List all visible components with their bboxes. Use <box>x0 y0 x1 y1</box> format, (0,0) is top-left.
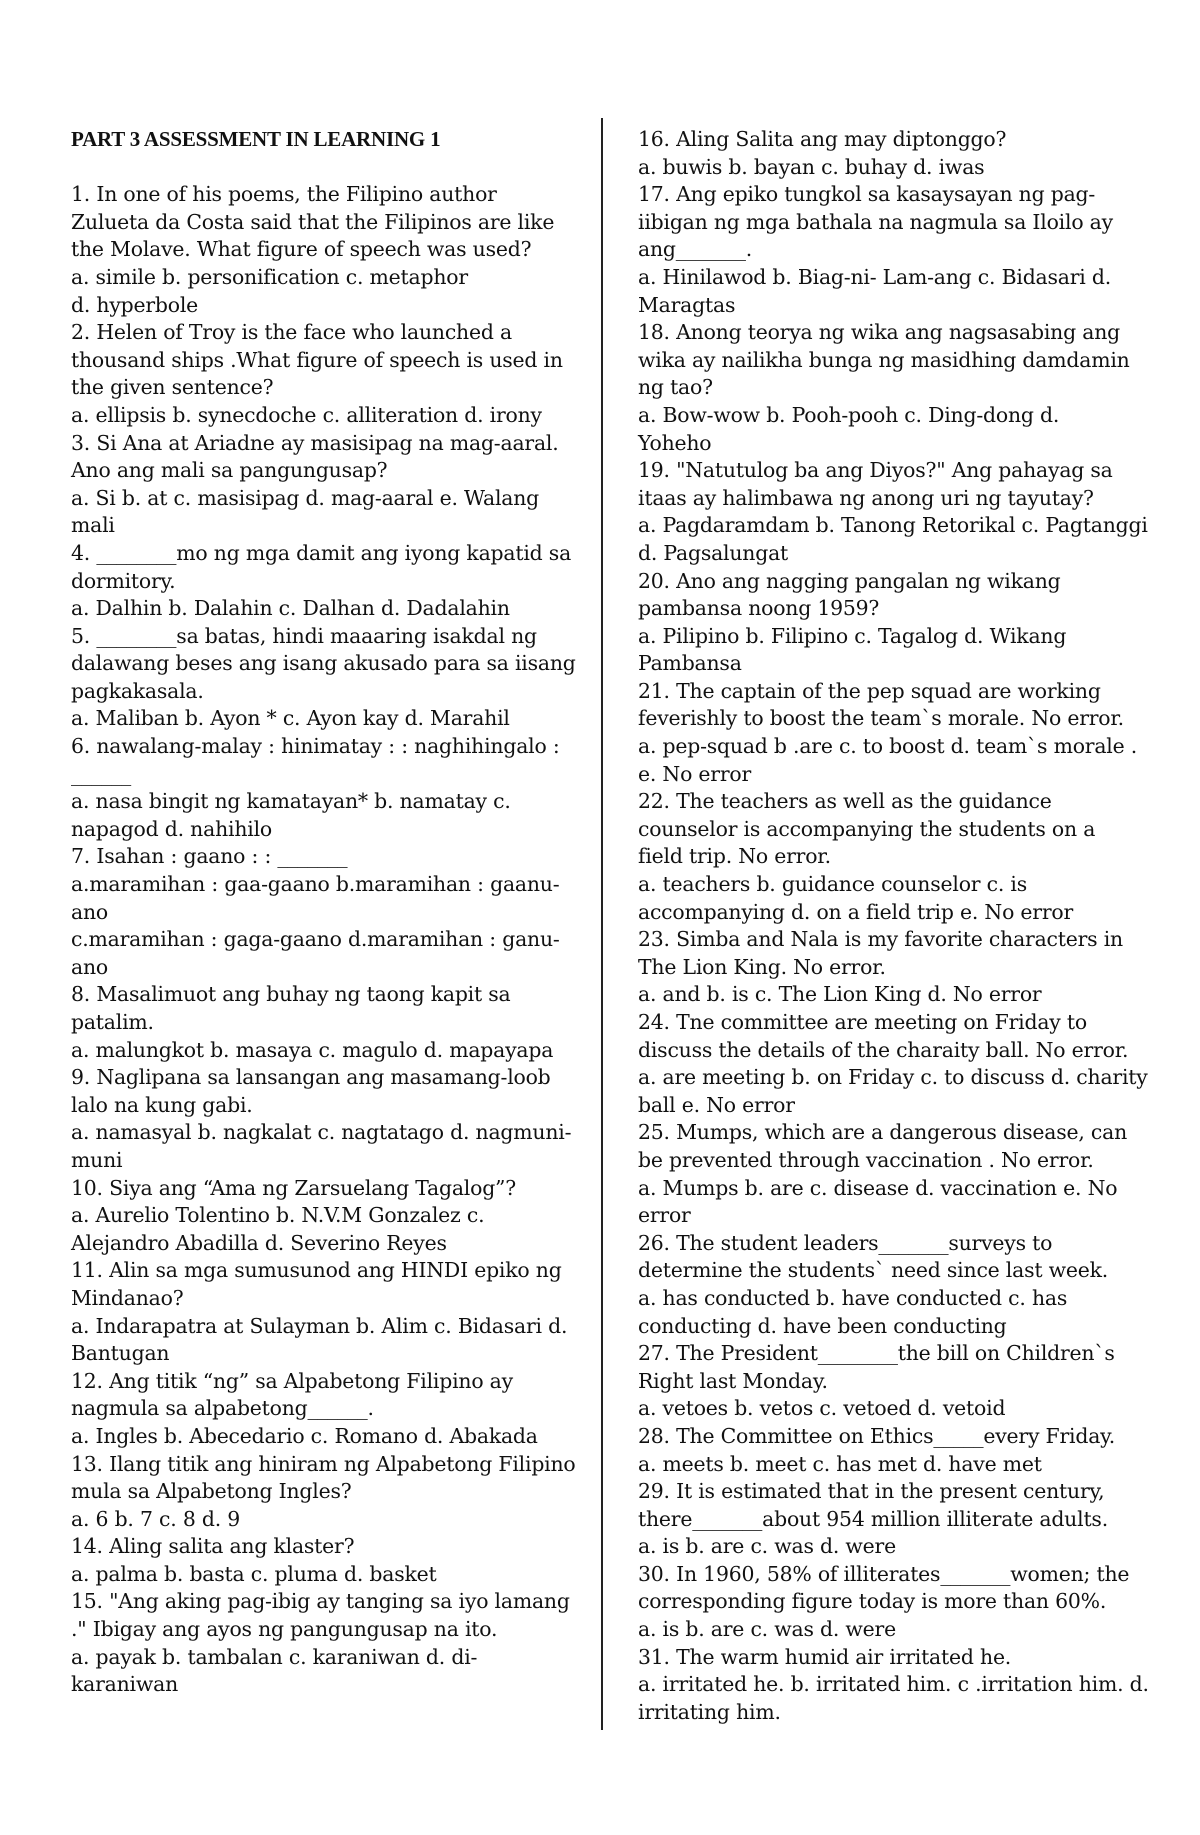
text-line: 9. Naglipana sa lansangan ang masamang-loob <box>71 1065 551 1090</box>
text-line: 7. Isahan : gaano : : _______ <box>71 844 348 869</box>
left-column <box>71 126 576 1699</box>
text-line: thousand ships .What figure of speech is used in <box>71 347 563 372</box>
text-line: d. Pagsalungat <box>638 540 789 565</box>
text-line: a. Ingles b. Abecedario c. Romano d. Abakada <box>71 1423 538 1448</box>
text-line: error <box>638 1203 691 1228</box>
page-title: PART 3 ASSESSMENT IN LEARNING 1 <box>71 127 441 151</box>
text-line: 21. The captain of the pep squad are working <box>638 678 1101 703</box>
text-line: 11. Alin sa mga sumusunod ang HINDI epiko ng <box>71 1258 562 1283</box>
text-line: a. Dalhin b. Dalahin c. Dalhan d. Dadalahin <box>71 596 510 621</box>
right-column <box>638 126 1149 1726</box>
text-line: Zulueta da Costa said that the Filipinos are like <box>71 209 555 234</box>
text-line: 22. The teachers as well as the guidance <box>638 789 1052 814</box>
text-line: 18. Anong teorya ng wika ang nagsasabing ang <box>638 320 1120 345</box>
text-line: a. Indarapatra at Sulayman b. Alim c. Bidasari d. <box>71 1313 568 1338</box>
text-line: 25. Mumps, which are a dangerous disease, can <box>638 1120 1127 1145</box>
text-line: 15. "Ang aking pag-ibig ay tanging sa iyo lamang <box>71 1589 570 1614</box>
text-line: 16. Aling Salita ang may diptonggo? <box>638 127 1007 151</box>
text-line: muni <box>71 1147 123 1172</box>
text-line: a. simile b. personification c. metaphor <box>71 264 468 289</box>
text-line: Ano ang mali sa pangungusap? <box>71 458 388 483</box>
text-line: the given sentence? <box>71 375 274 400</box>
text-line: 20. Ano ang nagging pangalan ng wikang <box>638 568 1061 593</box>
text-line: a. buwis b. bayan c. buhay d. iwas <box>638 154 985 179</box>
text-line: Right last Monday. <box>638 1368 828 1393</box>
text-line: ball e. No error <box>638 1092 795 1117</box>
text-line: nagmula sa alpabetong______. <box>71 1396 374 1421</box>
text-line: d. hyperbole <box>71 292 199 317</box>
text-line: a. nasa bingit ng kamatayan* b. namatay c. <box>71 789 511 814</box>
text-line: Yoheho <box>638 430 712 455</box>
text-line: a. vetoes b. vetos c. vetoed d. vetoid <box>638 1396 1006 1421</box>
text-line: 28. The Committee on Ethics_____every Friday. <box>638 1423 1116 1448</box>
text-line: wika ay nailikha bunga ng masidhing damdamin <box>638 347 1130 372</box>
text-line: 27. The President________the bill on Children`s <box>638 1341 1115 1366</box>
text-line: irritating him. <box>638 1699 781 1724</box>
text-line: karaniwan <box>71 1672 179 1697</box>
text-line: 19. "Natutulog ba ang Diyos?" Ang pahayag sa <box>638 458 1113 483</box>
text-line: 1. In one of his poems, the Filipino author <box>71 182 497 207</box>
text-line: field trip. No error. <box>638 844 831 869</box>
text-line: a. Maliban b. Ayon * c. Ayon kay d. Marahil <box>71 706 510 731</box>
text-line: lalo na kung gabi. <box>71 1092 253 1117</box>
text-line: napagod d. nahihilo <box>71 816 272 841</box>
text-line: the Molave. What figure of speech was used? <box>71 237 532 262</box>
text-line: iibigan ng mga bathala na nagmula sa Iloilo ay <box>638 209 1113 234</box>
text-line: 5. ________sa batas, hindi maaaring isakdal ng <box>71 623 537 648</box>
text-line: a. pep-squad b .are c. to boost d. team`s morale . <box>638 734 1138 759</box>
text-line: The Lion King. No error. <box>638 954 886 979</box>
text-line: discuss the details of the charaity ball. No error. <box>638 1037 1129 1062</box>
text-line: ng tao? <box>638 375 713 400</box>
text-line: a. malungkot b. masaya c. magulo d. mapayapa <box>71 1037 554 1062</box>
text-line: ang_______. <box>638 237 752 262</box>
text-line: mali <box>71 513 115 538</box>
text-line: pambansa noong 1959? <box>638 596 880 621</box>
text-line: 23. Simba and Nala is my favorite characters in <box>638 927 1123 952</box>
text-line: a. and b. is c. The Lion King d. No error <box>638 982 1042 1007</box>
text-line: a. palma b. basta c. pluma d. basket <box>71 1561 437 1586</box>
text-line: 13. Ilang titik ang hiniram ng Alpabetong Filipino <box>71 1451 576 1476</box>
text-line: a. is b. are c. was d. were <box>638 1617 896 1642</box>
text-line: 24. Tne committee are meeting on Friday to <box>638 1010 1087 1034</box>
text-line: ano <box>71 899 108 924</box>
text-line: ." Ibigay ang ayos ng pangungusap na ito. <box>71 1617 498 1642</box>
text-line: e. No error <box>638 761 752 786</box>
text-line: a. Hinilawod b. Biag-ni- Lam-ang c. Bidasari d. <box>638 264 1112 289</box>
text-line: patalim. <box>71 1010 154 1034</box>
text-line: a. 6 b. 7 c. 8 d. 9 <box>71 1506 241 1531</box>
text-line: Alejandro Abadilla d. Severino Reyes <box>71 1230 447 1255</box>
text-line: 3. Si Ana at Ariadne ay masisipag na mag-aaral. <box>71 430 559 455</box>
text-line: a. Bow-wow b. Pooh-pooh c. Ding-dong d. <box>638 402 1060 427</box>
text-line: a. irritated he. b. irritated him. c .irritation him. d. <box>638 1672 1149 1697</box>
text-line: itaas ay halimbawa ng anong uri ng tayutay? <box>638 485 1094 510</box>
text-line: a. Pagdaramdam b. Tanong Retorikal c. Pagtanggi <box>638 513 1148 538</box>
text-line: a. namasyal b. nagkalat c. nagtatago d. nagmuni- <box>71 1120 572 1145</box>
text-line: mula sa Alpabetong Ingles? <box>71 1479 352 1504</box>
text-line: feverishly to boost the team`s morale. No error. <box>638 706 1124 731</box>
text-line: a. meets b. meet c. has met d. have met <box>638 1451 1042 1476</box>
text-line: dalawang beses ang isang akusado para sa iisang <box>71 651 576 676</box>
text-line: a. ellipsis b. synecdoche c. alliteration d. irony <box>71 402 542 427</box>
text-line: dormitory. <box>71 568 176 593</box>
text-line: 6. nawalang-malay : hinimatay : : naghihingalo : <box>71 734 560 759</box>
text-line: 4. ________mo ng mga damit ang iyong kapatid sa <box>71 540 572 565</box>
text-line: 2. Helen of Troy is the face who launched a <box>71 320 512 345</box>
text-line: a. teachers b. guidance counselor c. is <box>638 872 1027 897</box>
left-question-list <box>71 181 576 1699</box>
text-line: 12. Ang titik “ng” sa Alpabetong Filipino ay <box>71 1368 513 1393</box>
text-line: Maragtas <box>638 292 736 317</box>
column-divider <box>601 118 603 1730</box>
text-line: ______ <box>71 761 131 786</box>
text-line: 31. The warm humid air irritated he. <box>638 1644 1012 1669</box>
text-line: pagkakasala. <box>71 678 204 703</box>
text-line: 17. Ang epiko tungkol sa kasaysayan ng pag- <box>638 182 1096 207</box>
text-line: determine the students` need since last week. <box>638 1258 1109 1283</box>
text-line: 30. In 1960, 58% of illiterates_______women; the <box>638 1561 1130 1586</box>
text-line: Mindanao? <box>71 1285 184 1310</box>
text-line: conducting d. have been conducting <box>638 1313 1007 1338</box>
text-line: accompanying d. on a field trip e. No error <box>638 899 1074 924</box>
text-line: be prevented through vaccination . No error. <box>638 1147 1094 1172</box>
text-line: 29. It is estimated that in the present century, <box>638 1479 1105 1504</box>
text-line: counselor is accompanying the students on a <box>638 816 1096 841</box>
text-line: a. Aurelio Tolentino b. N.V.M Gonzalez c. <box>71 1203 485 1228</box>
text-line: Bantugan <box>71 1341 170 1366</box>
text-line: a. payak b. tambalan c. karaniwan d. di- <box>71 1644 478 1669</box>
text-line: a. are meeting b. on Friday c. to discuss d. charity <box>638 1065 1148 1090</box>
text-line: there_______about 954 million illiterate adults. <box>638 1506 1108 1531</box>
text-line: a. Pilipino b. Filipino c. Tagalog d. Wikang <box>638 623 1067 648</box>
text-line: a. Si b. at c. masisipag d. mag-aaral e. Walang <box>71 485 540 510</box>
text-line: a. is b. are c. was d. were <box>638 1534 896 1559</box>
text-line: ano <box>71 954 108 979</box>
text-line: Pambansa <box>638 651 742 676</box>
text-line: a. has conducted b. have conducted c. has <box>638 1285 1068 1310</box>
right-question-list <box>638 126 1149 1726</box>
text-line: a.maramihan : gaa-gaano b.maramihan : gaanu- <box>71 872 560 897</box>
text-line: 10. Siya ang “Ama ng Zarsuelang Tagalog”? <box>71 1175 517 1200</box>
text-line: 14. Aling salita ang klaster? <box>71 1534 355 1559</box>
text-line: c.maramihan : gaga-gaano d.maramihan : ganu- <box>71 927 560 952</box>
text-line: corresponding figure today is more than 60%. <box>638 1589 1107 1614</box>
text-line: a. Mumps b. are c. disease d. vaccination e. No <box>638 1175 1118 1200</box>
text-line: 26. The student leaders_______surveys to <box>638 1230 1053 1255</box>
text-line: 8. Masalimuot ang buhay ng taong kapit sa <box>71 982 511 1007</box>
